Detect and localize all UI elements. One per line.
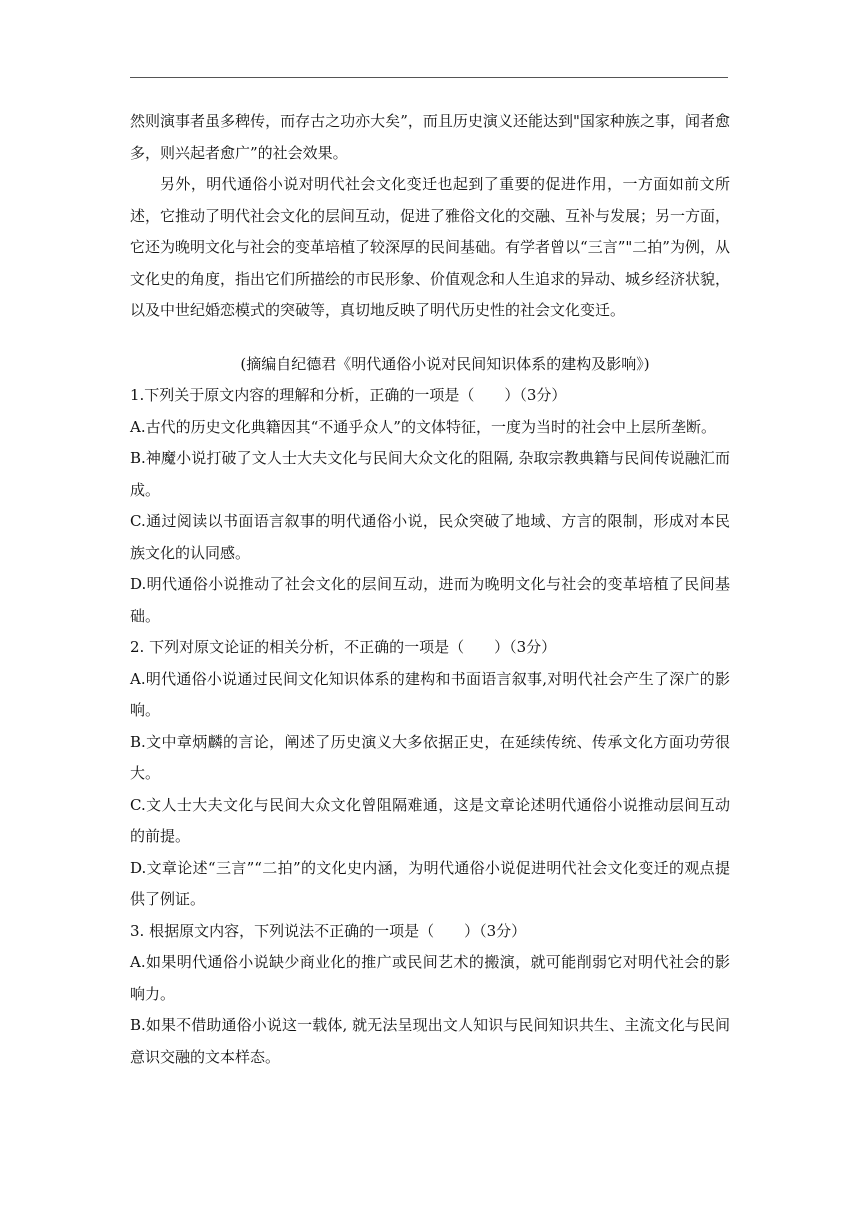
option-b: B.神魔小说打破了文人士大夫文化与民间大众文化的阻隔, 杂取宗教典籍与民间传说融汇而成。 bbox=[130, 449, 730, 499]
option-c: C.文人士大夫文化与民间大众文化曾阻隔难通，这是文章论述明代通俗小说推动层间互动的前提。 bbox=[130, 795, 730, 845]
question-stem: 3. 根据原文内容，下列说法不正确的一项是（ ）（3分） bbox=[130, 921, 527, 940]
option-d: D.文章论述“三言”“二拍”的文化史内涵，为明代通俗小说促进明代社会文化变迁的观点提供了例证。 bbox=[130, 858, 730, 908]
header-rule bbox=[130, 77, 728, 78]
option-d: D.明代通俗小说推动了社会文化的层间互动，进而为晚明文化与社会的变革培植了民间基础。 bbox=[130, 575, 730, 625]
question-stem: 1.下列关于原文内容的理解和分析，正确的一项是（ ）（3分） bbox=[130, 386, 567, 404]
question-2 bbox=[130, 632, 730, 916]
option-a: A.如果明代通俗小说缺少商业化的推广或民间艺术的搬演，就可能削弱它对明代社会的影响力。 bbox=[130, 953, 730, 1003]
option-a: A.古代的历史文化典籍因其“不通乎众人”的文体特征，一度为当时的社会中上层所垄断。 bbox=[130, 417, 716, 436]
option-b: B.文中章炳麟的言论，阐述了历史演义大多依据正史，在延续传统、传承文化方面功劳很大。 bbox=[130, 732, 730, 782]
passage-source: (摘编自纪德君《明代通俗小说对民间知识体系的建构及影响》) bbox=[240, 354, 650, 373]
option-b: B.如果不借助通俗小说这一载体, 就无法呈现出文人知识与民间知识共生、主流文化与民间意识交融的文本样态。 bbox=[130, 1016, 730, 1066]
question-3 bbox=[130, 916, 730, 1074]
option-a: A.明代通俗小说通过民间文化知识体系的建构和书面语言叙事,对明代社会产生了深广的影响。 bbox=[130, 669, 730, 719]
passage-paragraph-2: 另外，明代通俗小说对明代社会文化变迁也起到了重要的促进作用，一方面如前文所述，它推动了明代社会文化的层间互动，促进了雅俗文化的交融、互补与发展；另一方面，它还为晚明文化与社会的变革培植了较深厚的民间基础。有学者曾以“三言”"二拍”为例，从文化史的角度，指出它们所描绘的市民形象、价值观念和人生追求的异动、城乡经济状貌，以及中世纪婚恋模式的突破等，真切地反映了明代历史性的社会文化变迁。 bbox=[130, 175, 731, 319]
option-c: C.通过阅读以书面语言叙事的明代通俗小说，民众突破了地域、方言的限制，形成对本民族文化的认同感。 bbox=[130, 512, 730, 562]
question-1 bbox=[130, 380, 730, 632]
document-body bbox=[130, 106, 730, 1073]
passage-paragraph-1: 然则演事者虽多稗传，而存古之功亦大矣”，而且历史演义还能达到"国家种族之事，闻者愈多，则兴起者愈广”的社会效果。 bbox=[130, 112, 730, 162]
question-stem: 2. 下列对原文论证的相关分析，不正确的一项是（ ）（3分） bbox=[130, 638, 557, 656]
